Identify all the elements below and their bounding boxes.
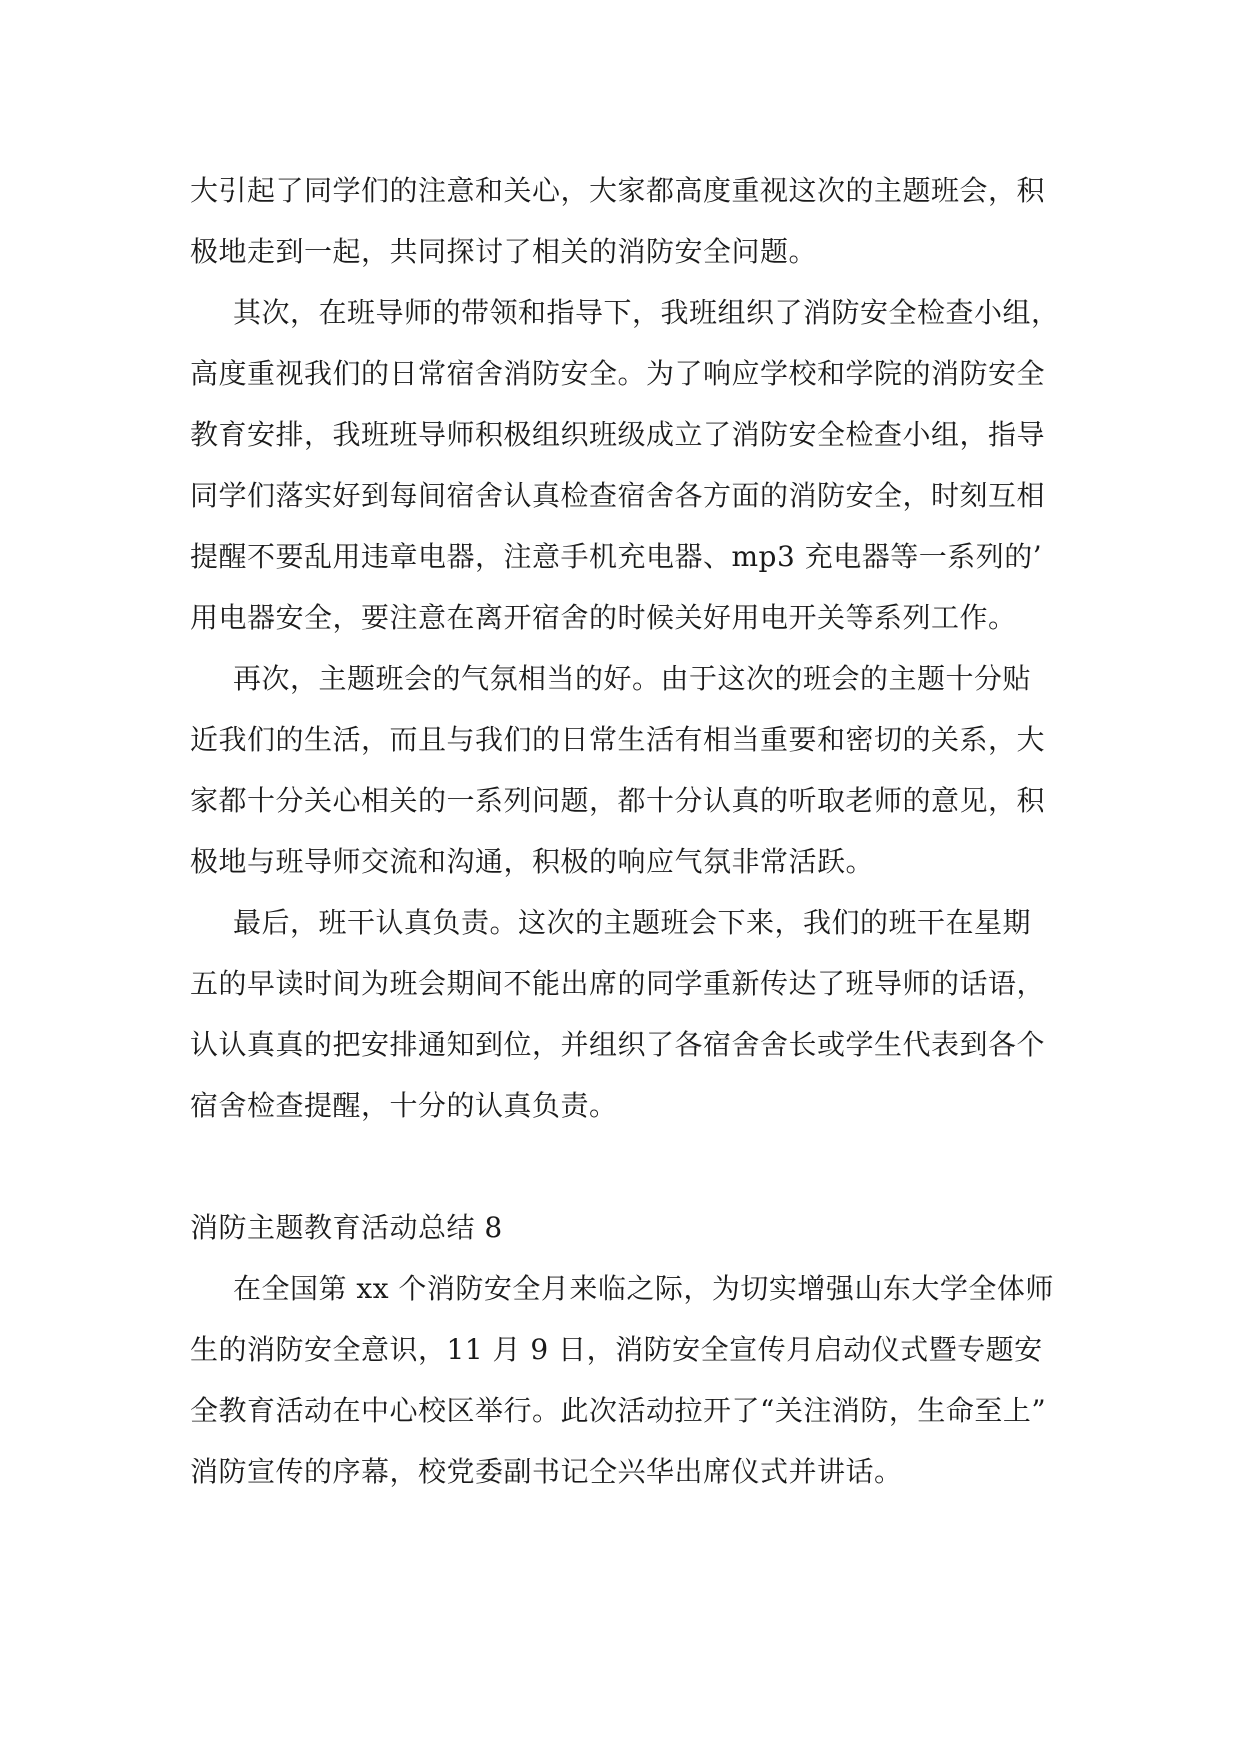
paragraph xyxy=(190,648,1065,892)
text-line: 再次，主题班会的气氛相当的好。由于这次的班会的主题十分贴 xyxy=(233,662,1032,695)
document-body xyxy=(190,160,1065,1502)
text-line: 高度重视我们的日常宿舍消防安全。为了响应学校和学院的消防安全 xyxy=(190,357,1046,390)
text-line: 五的早读时间为班会期间不能出席的同学重新传达了班导师的话语， xyxy=(190,967,1046,1000)
text-line: 极地走到一起，共同探讨了相关的消防安全问题。 xyxy=(190,235,818,268)
text-line: 用电器安全，要注意在离开宿舍的时候关好用电开关等系列工作。 xyxy=(190,601,1017,634)
text-line: 消防宣传的序幕，校党委副书记仝兴华出席仪式并讲话。 xyxy=(190,1455,903,1488)
text-line: 同学们落实好到每间宿舍认真检查宿舍各方面的消防安全，时刻互相 xyxy=(190,479,1046,512)
text-line: 宿舍检查提醒，十分的认真负责。 xyxy=(190,1089,618,1122)
text-line: 大引起了同学们的注意和关心，大家都高度重视这次的主题班会，积 xyxy=(190,174,1046,207)
paragraph xyxy=(190,1258,1065,1502)
paragraph xyxy=(190,160,1065,282)
text-line: 其次，在班导师的带领和指导下，我班组织了消防安全检查小组， xyxy=(233,296,1060,329)
text-line: 生的消防安全意识，11 月 9 日，消防安全宣传月启动仪式暨专题安 xyxy=(190,1333,1043,1366)
text-line: 极地与班导师交流和沟通，积极的响应气氛非常活跃。 xyxy=(190,845,875,878)
text-line: 教育安排，我班班导师积极组织班级成立了消防安全检查小组，指导 xyxy=(190,418,1046,451)
text-line: 提醒不要乱用违章电器，注意手机充电器、mp3 充电器等一系列的’ xyxy=(190,540,1043,573)
paragraph xyxy=(190,892,1065,1136)
text-line: 在全国第 xx 个消防安全月来临之际，为切实增强山东大学全体师 xyxy=(233,1272,1054,1305)
text-line: 家都十分关心相关的一系列问题，都十分认真的听取老师的意见，积 xyxy=(190,784,1046,817)
text-line: 近我们的生活，而且与我们的日常生活有相当重要和密切的关系，大 xyxy=(190,723,1046,756)
text-line: 认认真真的把安排通知到位，并组织了各宿舍舍长或学生代表到各个 xyxy=(190,1028,1046,1061)
text-line: 全教育活动在中心校区举行。此次活动拉开了“关注消防，生命至上” xyxy=(190,1394,1047,1427)
section-title: 消防主题教育活动总结 8 xyxy=(190,1211,503,1244)
paragraph xyxy=(190,282,1065,648)
blank-line xyxy=(190,1136,1065,1197)
text-line: 最后，班干认真负责。这次的主题班会下来，我们的班干在星期 xyxy=(233,906,1032,939)
